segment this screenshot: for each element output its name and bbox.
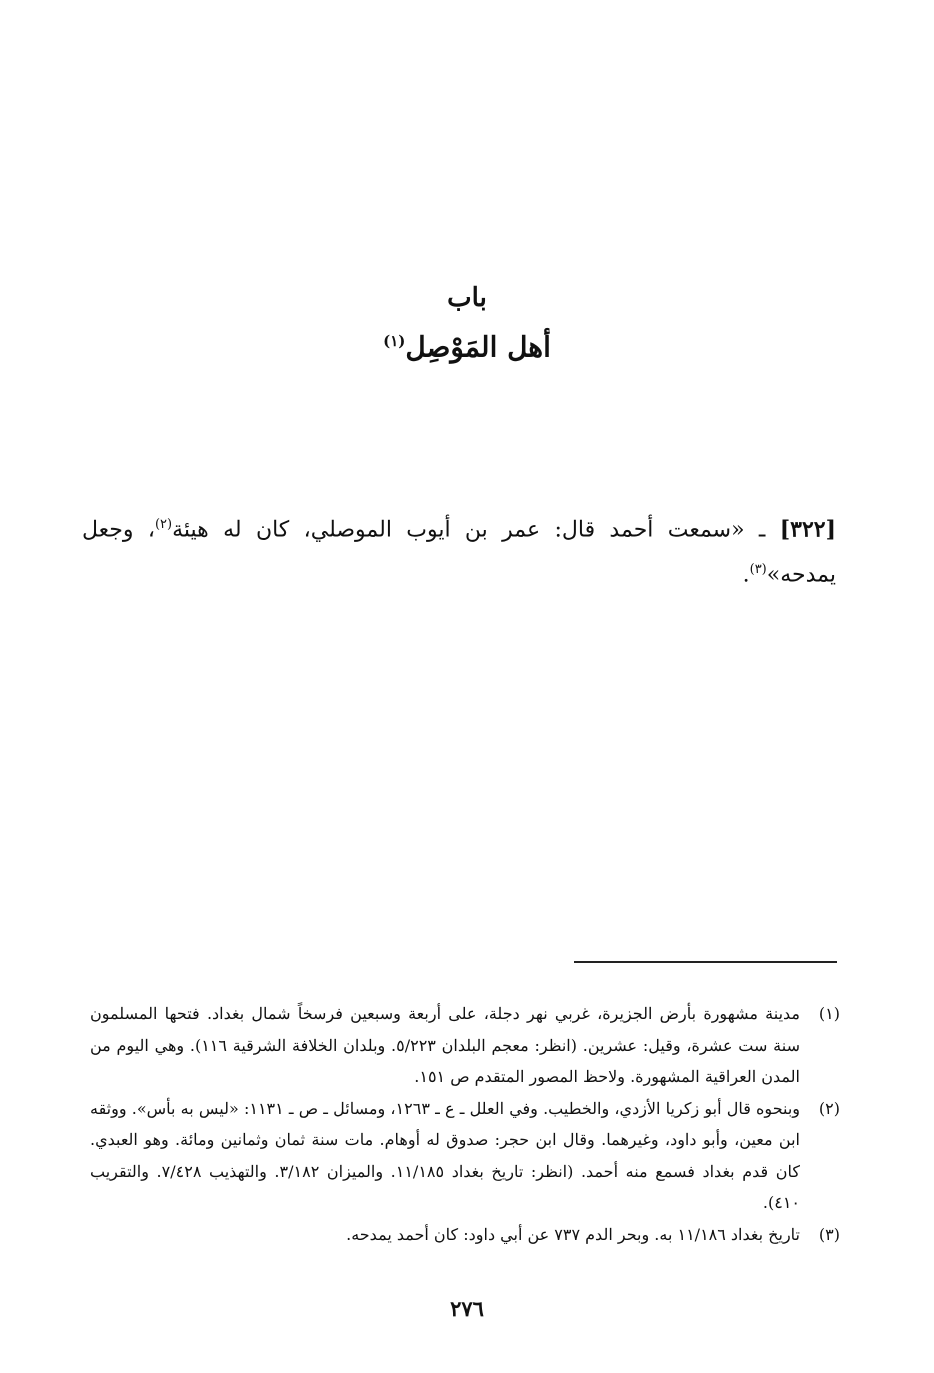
entry-text-part2: ، وجعل يمدحه» <box>82 517 836 588</box>
page-number: ٢٧٦ <box>450 1296 484 1321</box>
chapter-footnote-ref: (١) <box>383 332 406 350</box>
footnote-ref-2: (٢) <box>154 517 173 532</box>
chapter-title <box>0 318 934 370</box>
footnote-number: (٢) <box>818 1098 840 1118</box>
footnote-number: (١) <box>818 1004 840 1023</box>
footnote-number: (٣) <box>818 1224 840 1244</box>
entry-text-part1: ـ «سمعت أحمد قال: عمر بن أيوب الموصلي، كان له هيئة <box>172 517 780 543</box>
chapter-heading <box>0 278 934 370</box>
footnote-3 <box>90 1219 840 1251</box>
entry-number: [٣٢٢] <box>779 516 837 543</box>
chapter-label: باب <box>447 283 487 313</box>
footnotes-section <box>90 998 840 1250</box>
footnote-text: وبنحوه قال أبو زكريا الأزدي، والخطيب. وفي العلل ـ ع ـ ١٢٦٣، ومسائل ـ ص ـ ١١٣١: «ليس به بأس». ووثقه ابن معين، وأبو داود، وغيرهما. وقال ابن حجر: صدوق له أوهام. مات سنة ثمان وثمانين ومائة. وهو العبدي. كان قدم بغداد فسمع منه أحمد. (انظر: تاريخ بغداد ١١/١٨٥. والميزان ٣/١٨٢. والتهذيب ٧/٤٢٨. والتقريب ٤١٠). <box>90 1098 801 1212</box>
entry-text-end: . <box>742 562 750 588</box>
main-paragraph <box>82 505 836 596</box>
footnote-2 <box>90 1093 840 1219</box>
footnote-1 <box>90 998 840 1093</box>
chapter-title-text: أهل المَوْصِل <box>405 330 551 364</box>
footnote-divider <box>574 961 837 963</box>
footnote-text: مدينة مشهورة بأرض الجزيرة، غربي نهر دجلة، على أربعة وسبعين فرسخاً شمال بغداد. فتحها المسلمون سنة ست عشرة، وقيل: عشرين. (انظر: معجم البلدان ٥/٢٢٣. وبلدان الخلافة الشرقية ١١٦). وهي اليوم من المدن العراقية المشهورة. ولاحظ المصور المتقدم ص ١٥١. <box>90 1004 800 1086</box>
footnote-ref-3: (٣) <box>749 562 767 578</box>
footnote-text: تاريخ بغداد ١١/١٨٦ به. وبحر الدم ٧٣٧ عن أبي داود: كان أحمد يمدحه. <box>346 1224 800 1244</box>
